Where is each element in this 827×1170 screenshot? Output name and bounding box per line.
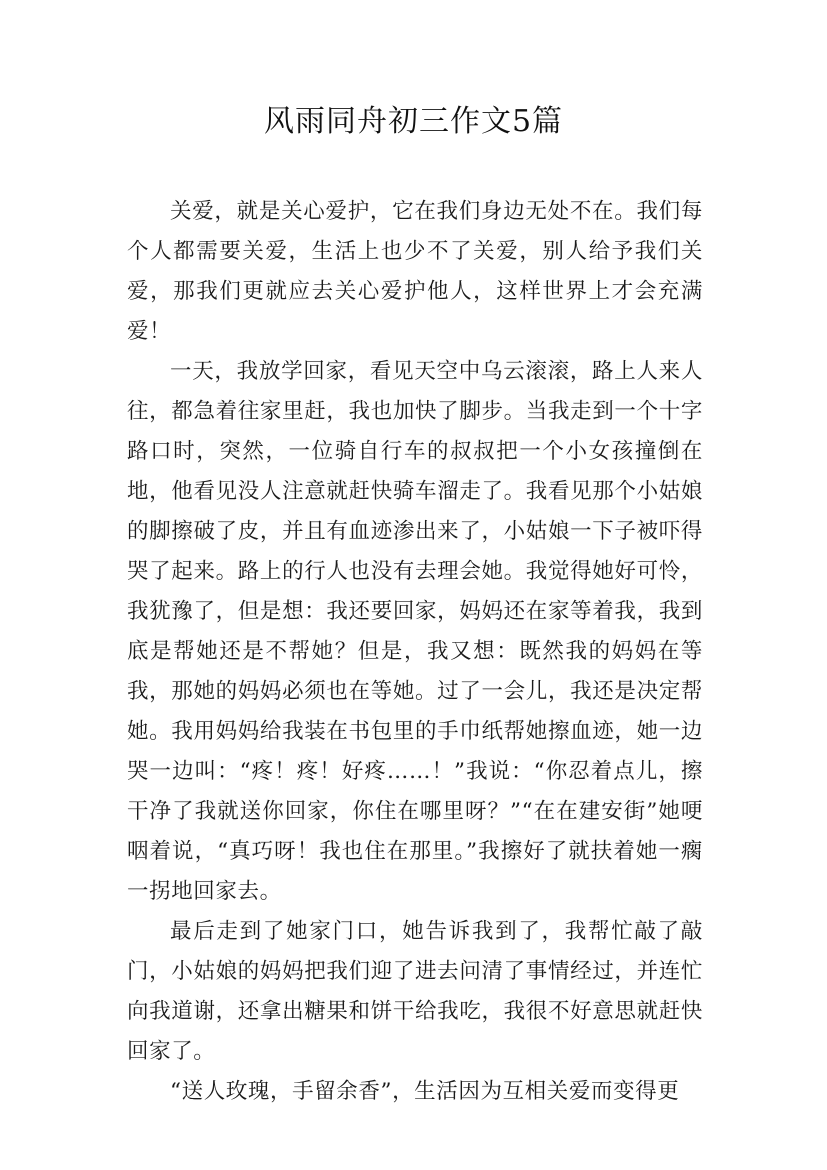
paragraph-1: 关爱，就是关心爱护，它在我们身边无处不在。我们每个人都需要关爱，生活上也少不了关爱，别人给予我们关爱，那我们更就应去关心爱护他人，这样世界上才会充满爱！ [127, 199, 703, 344]
document-title: 风雨同舟初三作文5篇 [263, 104, 564, 139]
paragraph-3: 最后走到了她家门口，她告诉我到了，我帮忙敲了敲门，小姑娘的妈妈把我们迎了进去问清了事情经过，并连忙向我道谢，还拿出糖果和饼干给我吃，我很不好意思就赶快回家了。 [127, 919, 703, 1064]
paragraph-4: “送人玫瑰，手留余香”，生活因为互相关爱而变得更 [170, 1079, 680, 1104]
paragraph-2: 一天，我放学回家，看见天空中乌云滚滚，路上人来人往，都急着往家里赶，我也加快了脚步。当我走到一个十字路口时，突然，一位骑自行车的叔叔把一个小女孩撞倒在地，他看见没人注意就赶快骑车溜走了。我看见那个小姑娘的脚擦破了皮，并且有血迹渗出来了，小姑娘一下子被吓得哭了起来。路上的行人也没有去理会她。我觉得她好可怜，我犹豫了，但是想：我还要回家，妈妈还在家等着我，我到底是帮她还是不帮她？但是，我又想：既然我的妈妈在等我，那她的妈妈必须也在等她。过了一会儿，我还是决定帮她。我用妈妈给我装在书包里的手巾纸帮她擦血迹，她一边哭一边叫：“疼！疼！好疼……！”我说：“你忍着点儿，擦干净了我就送你回家，你住在哪里呀？”“在在建安街”她哽咽着说，“真巧呀！我也住在那里。”我擦好了就扶着她一瘸一拐地回家去。 [127, 359, 703, 904]
document-body [127, 192, 703, 1112]
